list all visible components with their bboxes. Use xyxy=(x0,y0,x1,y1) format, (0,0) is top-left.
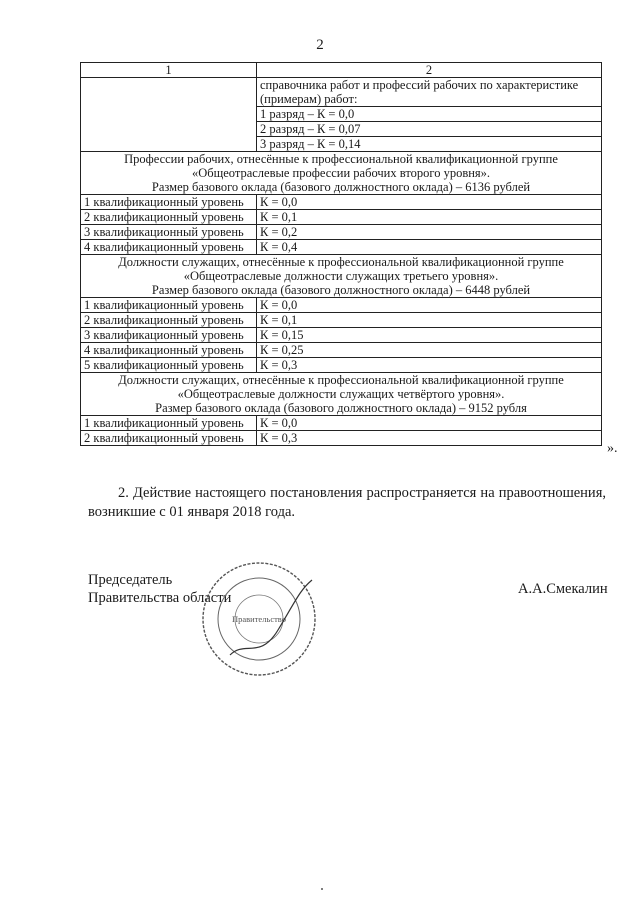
table-row xyxy=(81,210,602,225)
table-row xyxy=(81,328,602,343)
signatory-position-line1: Председатель xyxy=(88,572,173,588)
table-row xyxy=(81,313,602,328)
level-cell: 1 квалификационный уровень xyxy=(81,298,257,313)
page-number: 2 xyxy=(316,37,324,53)
intro-grade-cell: 3 разряд – К = 0,14 xyxy=(257,137,602,152)
table-row xyxy=(81,358,602,373)
table-row xyxy=(81,298,602,313)
coef-cell: К = 0,15 xyxy=(257,328,602,343)
group-title-row xyxy=(81,255,602,298)
group-title-line: «Общеотраслевые должности служащих четвёртого уровня». xyxy=(177,387,505,401)
official-seal-stamp xyxy=(200,560,318,678)
group-title-cell xyxy=(81,373,602,416)
col-header-2: 2 xyxy=(257,63,602,78)
group-title-line: «Общеотраслевые профессии рабочих второго уровня». xyxy=(191,166,491,180)
table-row xyxy=(81,343,602,358)
coef-cell: К = 0,0 xyxy=(257,298,602,313)
level-cell: 1 квалификационный уровень xyxy=(81,416,257,431)
intro-grade-cell: 2 разряд – К = 0,07 xyxy=(257,122,602,137)
stamp-center-text: Правительство xyxy=(231,614,287,624)
level-cell: 2 квалификационный уровень xyxy=(81,431,257,446)
level-cell: 1 квалификационный уровень xyxy=(81,195,257,210)
level-cell: 2 квалификационный уровень xyxy=(81,313,257,328)
group-title-line: Размер базового оклада (базового должностного оклада) – 6136 рублей xyxy=(151,180,531,194)
level-cell: 2 квалификационный уровень xyxy=(81,210,257,225)
group-title-line: «Общеотраслевые должности служащих третьего уровня». xyxy=(183,269,499,283)
group-title-row xyxy=(81,373,602,416)
coef-cell: К = 0,2 xyxy=(257,225,602,240)
table-row xyxy=(81,225,602,240)
table-row xyxy=(81,240,602,255)
group-title-line: Профессии рабочих, отнесённые к профессиональной квалификационной группе xyxy=(124,152,558,166)
intro-text-cell: справочника работ и профессий рабочих по характеристике (примерам) работ: xyxy=(257,78,602,107)
intro-row xyxy=(81,78,602,107)
signatory-name: А.А.Смекалин xyxy=(518,581,608,597)
level-cell: 4 квалификационный уровень xyxy=(81,240,257,255)
table-row xyxy=(81,195,602,210)
group-title-line: Размер базового оклада (базового должностного оклада) – 9152 рубля xyxy=(155,401,527,415)
signatory-position-line2: Правительства области xyxy=(88,590,232,606)
level-cell: 5 квалификационный уровень xyxy=(81,358,257,373)
level-cell: 3 квалификационный уровень xyxy=(81,328,257,343)
coef-cell: К = 0,0 xyxy=(257,195,602,210)
coef-cell: К = 0,1 xyxy=(257,210,602,225)
level-cell: 4 квалификационный уровень xyxy=(81,343,257,358)
coef-cell: К = 0,3 xyxy=(257,358,602,373)
scan-speck xyxy=(321,888,323,890)
group-title-cell xyxy=(81,152,602,195)
level-cell: 3 квалификационный уровень xyxy=(81,225,257,240)
table-row xyxy=(81,416,602,431)
group-title-cell xyxy=(81,255,602,298)
coef-cell: К = 0,0 xyxy=(257,416,602,431)
coefficients-table xyxy=(80,62,602,446)
effective-date-paragraph: 2. Действие настоящего постановления распространяется на правоотношения, возникшие с 01 января 2018 года. xyxy=(88,485,606,520)
table-row xyxy=(81,431,602,446)
group-title-line: Должности служащих, отнесённые к профессиональной квалификационной группе xyxy=(118,373,564,387)
group-title-line: Должности служащих, отнесённые к профессиональной квалификационной группе xyxy=(118,255,564,269)
group-title-row xyxy=(81,152,602,195)
col-header-1: 1 xyxy=(81,63,257,78)
coef-cell: К = 0,25 xyxy=(257,343,602,358)
coef-cell: К = 0,3 xyxy=(257,431,602,446)
closing-quote-mark: ». xyxy=(607,441,618,456)
intro-grade-cell: 1 разряд – К = 0,0 xyxy=(257,107,602,122)
coef-cell: К = 0,4 xyxy=(257,240,602,255)
group-title-line: Размер базового оклада (базового должностного оклада) – 6448 рублей xyxy=(151,283,531,297)
table-header-row xyxy=(81,63,602,78)
coef-cell: К = 0,1 xyxy=(257,313,602,328)
intro-left-cell xyxy=(81,78,257,152)
